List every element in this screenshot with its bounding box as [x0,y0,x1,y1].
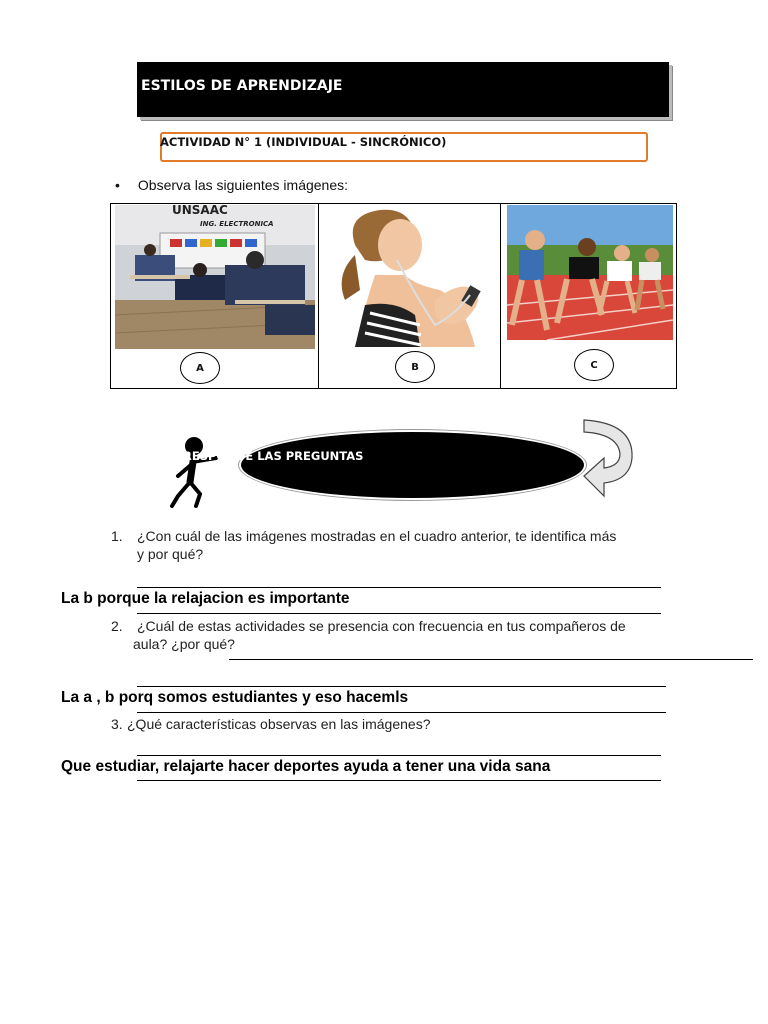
answer-line [137,686,666,687]
answer-line [137,587,661,588]
activity-title: ACTIVIDAD N° 1 (INDIVIDUAL - SINCRÓNICO) [160,135,447,149]
bullet-icon: • [115,177,120,193]
question-text: ¿Con cuál de las imágenes mostradas en el cuadro anterior, te identifica más [137,528,617,544]
instruction-text: Observa las siguientes imágenes: [137,177,349,193]
question-2 [111,617,691,653]
question-number: 2. [111,618,123,634]
image-label-b: B [395,351,435,383]
table-divider [318,203,319,389]
question-text-cont: aula? ¿por qué? [133,636,235,652]
answer-line [137,613,661,614]
table-divider [500,203,501,389]
answer-line [229,659,753,660]
banner-ellipse [241,432,584,498]
question-1 [111,527,691,563]
runners-image [507,205,673,340]
question-text-cont: y por qué? [137,546,204,562]
relaxing-woman-image [325,205,495,347]
instruction-line [115,177,348,193]
question-number: 3. [111,716,123,732]
question-text: ¿Qué características observas en las imágenes? [127,716,431,732]
banner-text: RESPONDE LAS PREGUNTAS [183,449,364,463]
classroom-subsign: ING. ELECTRONICA [200,220,274,228]
image-label-c: C [574,349,614,381]
question-number: 1. [111,528,123,544]
page-title: ESTILOS DE APRENDIZAJE [141,78,343,94]
answer-line [137,712,666,713]
question-text: ¿Cuál de estas actividades se presencia con frecuencia en tus compañeros de [137,618,626,634]
question-3 [111,715,691,733]
answer-1: La b porque la relajacion es importante [61,590,350,607]
classroom-sign: UNSAAC [172,203,228,217]
image-label-a: A [180,352,220,384]
answer-line [137,755,661,756]
stick-figure-icon [168,434,218,512]
answer-3: Que estudiar, relajarte hacer deportes ayuda a tener una vida sana [61,758,551,775]
answer-line [137,780,661,781]
answer-2: La a , b porq somos estudiantes y eso hacemls [61,689,409,706]
curved-arrow-icon [582,418,637,502]
